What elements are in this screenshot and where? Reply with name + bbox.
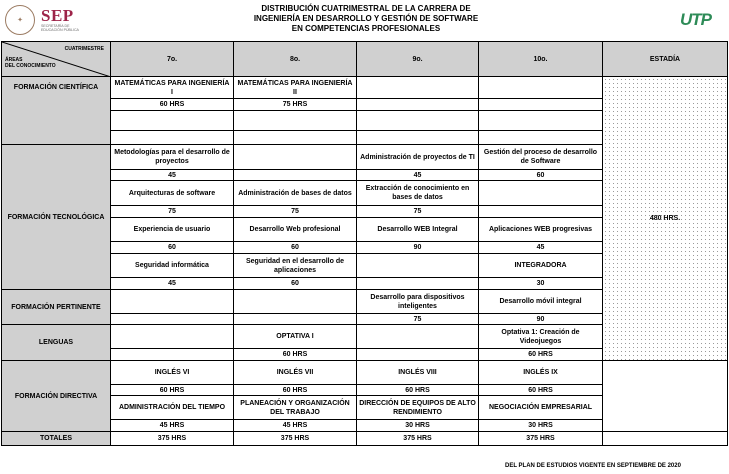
subject-cell: INGLÉS VII bbox=[234, 361, 357, 385]
hours-cell: 60 HRS bbox=[479, 385, 603, 396]
hours-cell: 45 bbox=[357, 170, 479, 181]
hours-cell: 75 bbox=[357, 206, 479, 218]
table-row bbox=[2, 77, 728, 99]
table-row bbox=[2, 361, 728, 385]
hours-cell: 60 HRS bbox=[357, 385, 479, 396]
hours-cell: 45 HRS bbox=[111, 420, 234, 432]
hours-cell: 30 HRS bbox=[479, 420, 603, 432]
title-line-3: EN COMPETENCIAS PROFESIONALES bbox=[291, 24, 441, 33]
empty-cell bbox=[234, 111, 357, 131]
sep-logo-subtitle: SECRETARÍA DE EDUCACIÓN PÚBLICA bbox=[41, 24, 79, 32]
hours-cell: 60 bbox=[479, 170, 603, 181]
hours-cell: 90 bbox=[357, 242, 479, 254]
subject-cell: DIRECCIÓN DE EQUIPOS DE ALTO RENDIMIENTO bbox=[357, 396, 479, 420]
empty-cell bbox=[479, 181, 603, 206]
empty-cell bbox=[111, 314, 234, 325]
hours-cell: 75 HRS bbox=[234, 99, 357, 111]
area-lenguas: LENGUAS bbox=[2, 325, 111, 361]
corner-label-cuatrimestre: CUATRIMESTRE bbox=[64, 46, 104, 52]
hours-cell: 60 bbox=[234, 278, 357, 290]
hours-cell: 75 bbox=[357, 314, 479, 325]
subject-cell: Aplicaciones WEB progresivas bbox=[479, 218, 603, 242]
hours-cell: 30 bbox=[479, 278, 603, 290]
hours-cell: 45 bbox=[111, 278, 234, 290]
footnote: DEL PLAN DE ESTUDIOS VIGENTE EN SEPTIEMBRE DE 2020 bbox=[505, 463, 681, 469]
hours-cell: 60 HRS bbox=[234, 349, 357, 361]
empty-cell bbox=[111, 131, 234, 145]
totals-row bbox=[2, 432, 728, 446]
subject-cell: Administración de proyectos de TI bbox=[357, 145, 479, 170]
eagle-seal-icon: ✦ bbox=[5, 5, 35, 35]
subject-cell: NEGOCIACIÓN EMPRESARIAL bbox=[479, 396, 603, 420]
sep-logo-text: SEP bbox=[41, 6, 74, 26]
column-header-9: 9o. bbox=[357, 42, 479, 77]
hours-cell: 75 bbox=[234, 206, 357, 218]
total-7: 375 HRS bbox=[111, 432, 234, 446]
corner-label-areas-1: ÁREAS bbox=[5, 57, 23, 63]
subject-cell: Seguridad en el desarrollo de aplicaciones bbox=[234, 254, 357, 278]
subject-cell: INGLÉS VIII bbox=[357, 361, 479, 385]
total-10: 375 HRS bbox=[479, 432, 603, 446]
column-header-7: 7o. bbox=[111, 42, 234, 77]
total-8: 375 HRS bbox=[234, 432, 357, 446]
subject-cell: MATEMÁTICAS PARA INGENIERÍA I bbox=[111, 77, 234, 99]
document-header bbox=[0, 0, 729, 40]
table-header-row bbox=[2, 42, 728, 77]
empty-cell bbox=[234, 131, 357, 145]
empty-cell bbox=[479, 99, 603, 111]
subject-cell: Experiencia de usuario bbox=[111, 218, 234, 242]
corner-header-cell bbox=[2, 42, 111, 77]
subject-cell: Desarrollo para dispositivos inteligentes bbox=[357, 290, 479, 314]
column-header-8: 8o. bbox=[234, 42, 357, 77]
corner-label-areas bbox=[5, 57, 56, 69]
hours-cell: 60 HRS bbox=[111, 99, 234, 111]
empty-cell bbox=[234, 145, 357, 170]
empty-cell bbox=[234, 290, 357, 314]
empty-cell bbox=[357, 77, 479, 99]
empty-cell bbox=[357, 99, 479, 111]
total-9: 375 HRS bbox=[357, 432, 479, 446]
document-title bbox=[240, 4, 492, 34]
empty-cell bbox=[111, 325, 234, 349]
hours-cell: 60 HRS bbox=[111, 385, 234, 396]
subject-cell: OPTATIVA I bbox=[234, 325, 357, 349]
area-directiva: FORMACIÓN DIRECTIVA bbox=[2, 361, 111, 432]
hours-cell: 60 bbox=[111, 242, 234, 254]
empty-cell bbox=[479, 131, 603, 145]
hours-cell: 60 HRS bbox=[479, 349, 603, 361]
subject-cell: Metodologías para el desarrollo de proyectos bbox=[111, 145, 234, 170]
hours-cell: 60 bbox=[234, 242, 357, 254]
empty-cell bbox=[234, 170, 357, 181]
subject-cell: Desarrollo móvil integral bbox=[479, 290, 603, 314]
hours-cell: 75 bbox=[111, 206, 234, 218]
subject-cell: Desarrollo WEB Integral bbox=[357, 218, 479, 242]
subject-cell: INTEGRADORA bbox=[479, 254, 603, 278]
curriculum-table bbox=[1, 41, 728, 446]
subject-cell: PLANEACIÓN Y ORGANIZACIÓN DEL TRABAJO bbox=[234, 396, 357, 420]
empty-cell bbox=[111, 111, 234, 131]
column-header-10: 10o. bbox=[479, 42, 603, 77]
hours-cell: 45 HRS bbox=[234, 420, 357, 432]
area-cientifica: FORMACIÓN CIENTÍFICA bbox=[2, 77, 111, 145]
empty-cell bbox=[357, 111, 479, 131]
subject-cell: INGLÉS IX bbox=[479, 361, 603, 385]
hours-cell: 60 HRS bbox=[234, 385, 357, 396]
empty-cell bbox=[357, 325, 479, 349]
empty-cell bbox=[479, 206, 603, 218]
empty-cell bbox=[603, 361, 728, 432]
subject-cell: Extracción de conocimiento en bases de datos bbox=[357, 181, 479, 206]
sep-logo bbox=[5, 4, 100, 36]
subject-cell: MATEMÁTICAS PARA INGENIERÍA II bbox=[234, 77, 357, 99]
subject-cell: INGLÉS VI bbox=[111, 361, 234, 385]
column-header-estadia: ESTADÍA bbox=[603, 42, 728, 77]
empty-cell bbox=[357, 254, 479, 278]
totals-label: TOTALES bbox=[2, 432, 111, 446]
estadia-cell: 480 HRS. bbox=[603, 77, 728, 361]
empty-cell bbox=[234, 314, 357, 325]
utp-logo: UTP bbox=[680, 10, 711, 29]
area-pertinente: FORMACIÓN PERTINENTE bbox=[2, 290, 111, 325]
subject-cell: Arquitecturas de software bbox=[111, 181, 234, 206]
subject-cell: ADMINISTRACIÓN DEL TIEMPO bbox=[111, 396, 234, 420]
subject-cell: Seguridad informática bbox=[111, 254, 234, 278]
hours-cell: 45 bbox=[111, 170, 234, 181]
hours-cell: 90 bbox=[479, 314, 603, 325]
title-line-1: DISTRIBUCIÓN CUATRIMESTRAL DE LA CARRERA DE bbox=[261, 4, 471, 13]
empty-cell bbox=[357, 131, 479, 145]
subject-cell: Gestión del proceso de desarrollo de Software bbox=[479, 145, 603, 170]
area-tecnologica: FORMACIÓN TECNOLÓGICA bbox=[2, 145, 111, 290]
hours-cell: 45 bbox=[479, 242, 603, 254]
corner-label-areas-2: DEL CONOCIMIENTO bbox=[5, 63, 56, 69]
empty-cell bbox=[479, 111, 603, 131]
subject-cell: Administración de bases de datos bbox=[234, 181, 357, 206]
empty-cell bbox=[111, 349, 234, 361]
empty-cell bbox=[111, 290, 234, 314]
empty-cell bbox=[479, 77, 603, 99]
empty-cell bbox=[603, 432, 728, 446]
subject-cell: Desarrollo Web profesional bbox=[234, 218, 357, 242]
title-line-2: INGENIERÍA EN DESARROLLO Y GESTIÓN DE SOFTWARE bbox=[253, 14, 479, 23]
subject-cell: Optativa 1: Creación de Videojuegos bbox=[479, 325, 603, 349]
empty-cell bbox=[357, 349, 479, 361]
hours-cell: 30 HRS bbox=[357, 420, 479, 432]
empty-cell bbox=[357, 278, 479, 290]
